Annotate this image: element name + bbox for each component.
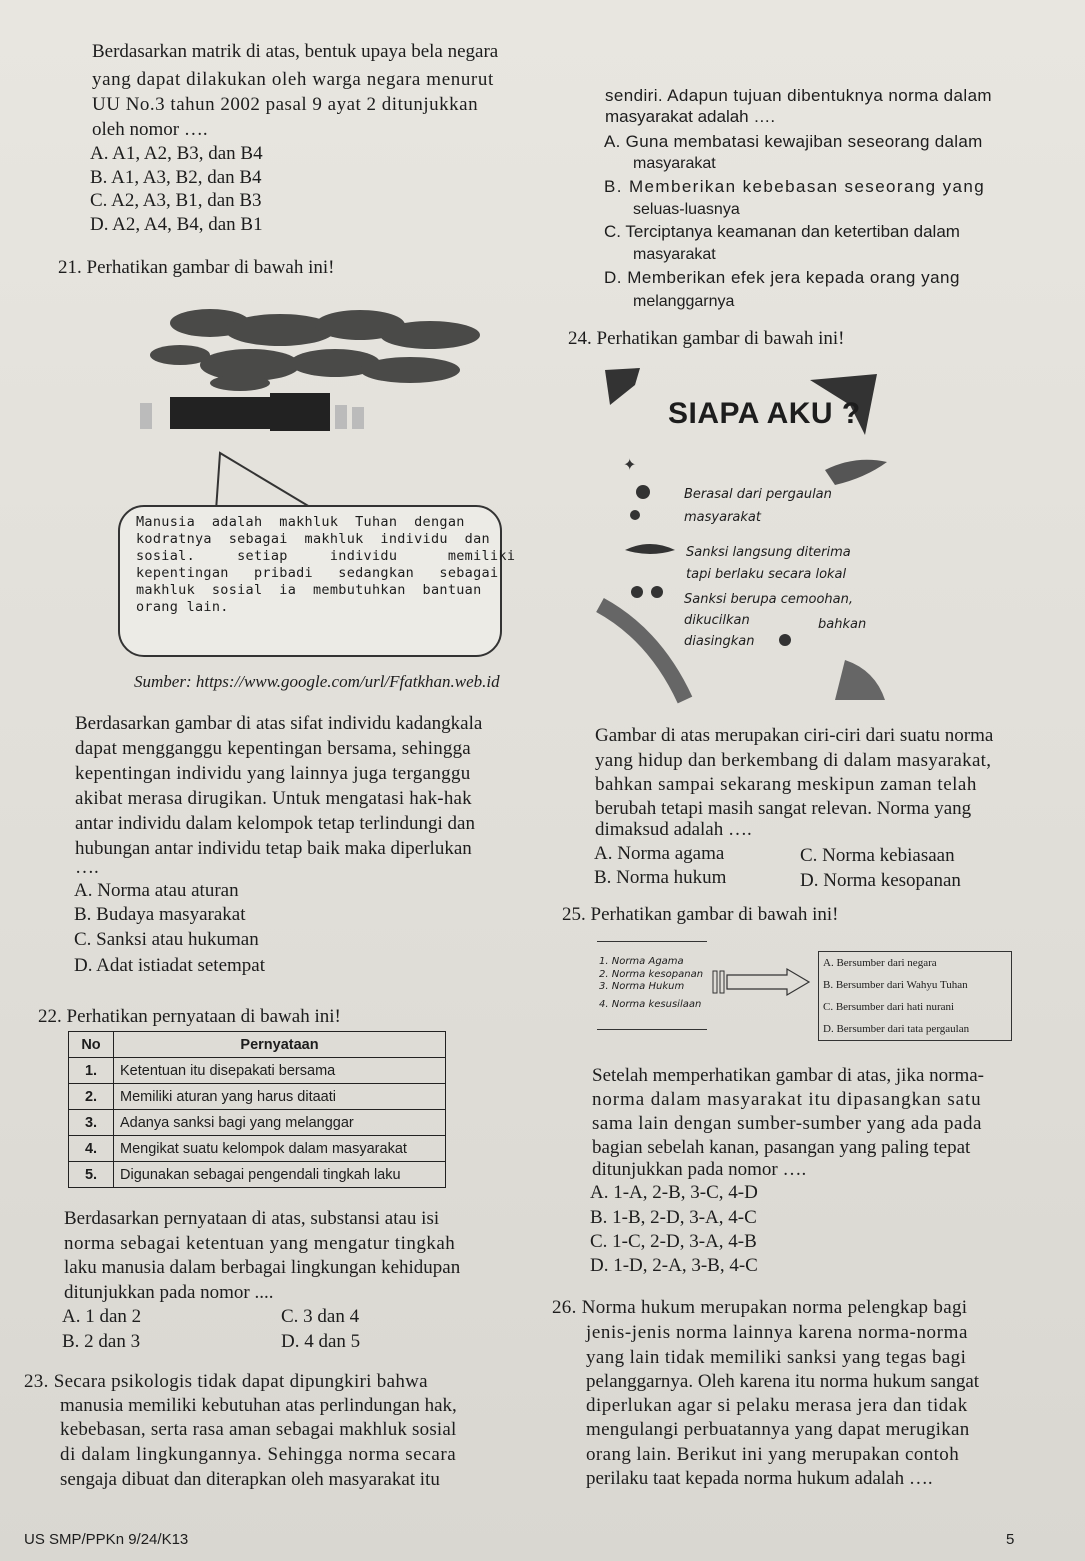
intro-line: UU No.3 tahun 2002 pasal 9 ayat 2 ditunjukkan <box>92 94 479 115</box>
figure-line: bahkan <box>818 617 867 632</box>
row-statement: Mengikat suatu kelompok dalam masyarakat <box>114 1136 446 1162</box>
option-d: D. Memberikan efek jera kepada orang yang <box>604 268 960 287</box>
option-d: D. Adat istiadat setempat <box>74 955 266 976</box>
option-a: A. Guna membatasi kewajiban seseorang dalam <box>604 132 983 151</box>
option-c: C. Sanksi atau hukuman <box>74 929 259 950</box>
option-c: C. 1-C, 2-D, 3-A, 4-B <box>590 1231 757 1252</box>
q24-body-line: yang hidup dan berkembang di dalam masyarakat, <box>595 750 992 771</box>
q22-body-line: laku manusia dalam berbagai lingkungan kehidupan <box>64 1257 461 1278</box>
option-c: C. Terciptanya keamanan dan ketertiban dalam <box>604 222 960 241</box>
figure-line: dikucilkan <box>684 613 750 628</box>
q25-body-line: sama lain dengan sumber-sumber yang ada pada <box>592 1113 982 1134</box>
q23-line: manusia memiliki kebutuhan atas perlindungan hak, <box>60 1395 457 1416</box>
number-blob <box>605 368 640 405</box>
crowd-group <box>270 393 330 431</box>
statement-table <box>68 1031 446 1188</box>
option-b: B. 1-B, 2-D, 3-A, 4-C <box>590 1207 757 1228</box>
q22-body-line: Berdasarkan pernyataan di atas, substansi atau isi <box>64 1208 440 1229</box>
q24-body-line: dimaksud adalah …. <box>595 819 752 840</box>
option-b: B. Norma hukum <box>594 867 727 888</box>
q26-line: yang lain tidak memiliki sanksi yang tegas bagi <box>586 1347 967 1368</box>
q23-line: sengaja dibuat dan diterapkan oleh masyarakat itu <box>60 1469 440 1490</box>
q26-line: perilaku taat kepada norma hukum adalah …. <box>586 1468 933 1489</box>
q21-body-line: hubungan antar individu tetap baik maka diperlukan <box>75 838 472 859</box>
cloud <box>360 357 460 383</box>
q22-body-line: norma sebagai ketentuan yang mengatur tingkah <box>64 1233 456 1254</box>
table-row <box>69 1084 446 1110</box>
option-b: B. 2 dan 3 <box>62 1331 141 1352</box>
row-number: 4. <box>69 1136 114 1162</box>
table-row <box>69 1058 446 1084</box>
question-24-title: 24. Perhatikan gambar di bawah ini! <box>568 328 845 349</box>
q21-body-line: …. <box>75 857 99 878</box>
q26-line: mengulangi perbuatannya yang dapat merugikan <box>586 1419 970 1440</box>
q25-body-line: bagian sebelah kanan, pasangan yang paling tepat <box>592 1137 971 1158</box>
q23-cont-line: masyarakat adalah …. <box>605 107 776 126</box>
table-header-statement: Pernyataan <box>114 1032 446 1058</box>
people-icon <box>630 510 640 520</box>
people-icon <box>636 485 650 499</box>
page-number: 5 <box>1006 1531 1015 1548</box>
intro-line: Berdasarkan matrik di atas, bentuk upaya bela negara <box>92 41 499 62</box>
footer-code: US SMP/PPKn 9/24/K13 <box>24 1531 189 1548</box>
brush-stroke <box>600 605 685 700</box>
norm-item: 4. Norma kesusilaan <box>599 999 702 1010</box>
source-item: C. Bersumber dari hati nurani <box>823 1001 955 1013</box>
figure-line: Berasal dari pergaulan <box>684 487 832 502</box>
person-faded <box>140 403 152 429</box>
q21-body-line: akibat merasa dirugikan. Untuk mengatasi hak-hak <box>75 788 472 809</box>
option-a: A. A1, A2, B3, dan B4 <box>90 143 263 164</box>
intro-line: yang dapat dilakukan oleh warga negara menurut <box>92 69 494 90</box>
source-item: A. Bersumber dari negara <box>823 957 937 969</box>
table-row <box>69 1110 446 1136</box>
figure-line: Sanksi langsung diterima <box>686 545 851 560</box>
figure-source: Sumber: https://www.google.com/url/Ffatkhan.web.id <box>134 672 500 691</box>
people-icon <box>651 586 663 598</box>
brush-stroke <box>835 660 885 700</box>
row-statement: Ketentuan itu disepakati bersama <box>114 1058 446 1084</box>
norm-item: 1. Norma Agama <box>599 956 684 967</box>
q21-body-line: Berdasarkan gambar di atas sifat individu kadangkala <box>75 713 483 734</box>
q23-line: di dalam lingkungannya. Sehingga norma secara <box>60 1444 457 1465</box>
option-b-cont: seluas-luasnya <box>633 201 740 218</box>
row-statement: Adanya sanksi bagi yang melanggar <box>114 1110 446 1136</box>
q24-body-line: bahkan sampai sekarang meskipun zaman telah <box>595 774 977 795</box>
cloud <box>380 321 480 349</box>
q24-body-line: Gambar di atas merupakan ciri-ciri dari suatu norma <box>595 725 994 746</box>
q26-line: jenis-jenis norma lainnya karena norma-norma <box>586 1322 968 1343</box>
q25-body-line: ditunjukkan pada nomor …. <box>592 1159 807 1180</box>
source-item: D. Bersumber dari tata pergaulan <box>823 1023 970 1035</box>
people-icon <box>631 586 643 598</box>
question-22-title: 22. Perhatikan pernyataan di bawah ini! <box>38 1006 341 1027</box>
question-21-title: 21. Perhatikan gambar di bawah ini! <box>58 257 335 278</box>
figure-title: SIAPA AKU ? <box>668 397 861 430</box>
option-b: B. Memberikan kebebasan seseorang yang <box>604 177 986 196</box>
option-d: D. A2, A4, B4, dan B1 <box>90 214 263 235</box>
q25-body-line: norma dalam masyarakat itu dipasangkan satu <box>592 1089 982 1110</box>
sparkle-icon: ✦ <box>623 455 637 474</box>
q24-body-line: berubah tetapi masih sangat relevan. Norma yang <box>595 798 972 819</box>
people-icon <box>779 634 791 646</box>
option-a: A. 1 dan 2 <box>62 1306 142 1327</box>
q23-line: kebebasan, serta rasa aman sebagai makhluk sosial <box>60 1419 457 1440</box>
divider <box>597 1029 707 1030</box>
figure-line: Sanksi berupa cemoohan, <box>684 592 853 607</box>
option-a: A. Norma atau aturan <box>74 880 239 901</box>
q26-line: diperlukan agar si pelaku merasa jera dan tidak <box>586 1395 968 1416</box>
row-statement: Memiliki aturan yang harus ditaati <box>114 1084 446 1110</box>
divider <box>597 941 707 942</box>
norm-item: 3. Norma Hukum <box>599 981 685 992</box>
row-statement: Digunakan sebagai pengendali tingkah laku <box>114 1162 446 1188</box>
option-c-cont: masyarakat <box>633 246 716 263</box>
option-c: C. A2, A3, B1, dan B3 <box>90 190 262 211</box>
q21-body-line: dapat mengganggu kepentingan bersama, sehingga <box>75 738 471 759</box>
row-number: 5. <box>69 1162 114 1188</box>
person-faded <box>335 405 347 429</box>
q21-body-line: kepentingan individu yang lainnya juga terganggu <box>75 763 471 784</box>
option-a: A. 1-A, 2-B, 3-C, 4-D <box>590 1182 758 1203</box>
option-d: D. 1-D, 2-A, 3-B, 4-C <box>590 1255 758 1276</box>
table-row <box>69 1162 446 1188</box>
q25-body-line: Setelah memperhatikan gambar di atas, jika norma- <box>592 1065 984 1086</box>
row-number: 3. <box>69 1110 114 1136</box>
figure-line: tapi berlaku secara lokal <box>686 567 847 582</box>
norm-item: 2. Norma kesopanan <box>599 969 704 980</box>
brush-stroke <box>825 460 887 485</box>
crowd-illustration <box>120 285 540 515</box>
source-item: B. Bersumber dari Wahyu Tuhan <box>823 979 968 991</box>
option-b: B. A1, A3, B2, dan B4 <box>90 167 262 188</box>
option-a-cont: masyarakat <box>633 155 716 172</box>
q22-body-line: ditunjukkan pada nomor .... <box>64 1282 274 1303</box>
source-box <box>818 951 1012 1041</box>
question-25-title: 25. Perhatikan gambar di bawah ini! <box>562 904 839 925</box>
q21-body-line: antar individu dalam kelompok tetap terlindungi dan <box>75 813 475 834</box>
option-b: B. Budaya masyarakat <box>74 904 246 925</box>
figure-line: diasingkan <box>684 634 755 649</box>
cloud <box>210 375 270 391</box>
q26-line: 26. Norma hukum merupakan norma pelengkap bagi <box>552 1297 968 1318</box>
arrow-right-icon <box>712 966 812 1000</box>
person-faded <box>352 407 364 429</box>
q23-line: 23. Secara psikologis tidak dapat dipungkiri bahwa <box>24 1371 428 1392</box>
table-header-no: No <box>69 1032 114 1058</box>
option-d-cont: melanggarnya <box>633 293 735 310</box>
row-number: 2. <box>69 1084 114 1110</box>
option-c: C. Norma kebiasaan <box>800 845 955 866</box>
q26-line: pelanggarnya. Oleh karena itu norma hukum sangat <box>586 1371 980 1392</box>
option-d: D. 4 dan 5 <box>281 1331 361 1352</box>
option-a: A. Norma agama <box>594 843 725 864</box>
mouth-icon <box>625 544 675 554</box>
q23-cont-line: sendiri. Adapun tujuan dibentuknya norma dalam <box>605 86 992 105</box>
figure-line: masyarakat <box>684 510 761 525</box>
bubble-text: Manusia adalah makhluk Tuhan dengan kodratnya sebagai makhluk individu sosial. setiap individu kepentingan pribadi sedangkan sebagai makhluk sosial ia membutuhkan bantuan orang lain. <box>136 514 499 615</box>
q26-line: orang lain. Berikut ini yang merupakan contoh <box>586 1444 960 1465</box>
intro-line: oleh nomor …. <box>92 119 208 140</box>
option-c: C. 3 dan 4 <box>281 1306 360 1327</box>
table-row <box>69 1136 446 1162</box>
row-number: 1. <box>69 1058 114 1084</box>
option-d: D. Norma kesopanan <box>800 870 961 891</box>
